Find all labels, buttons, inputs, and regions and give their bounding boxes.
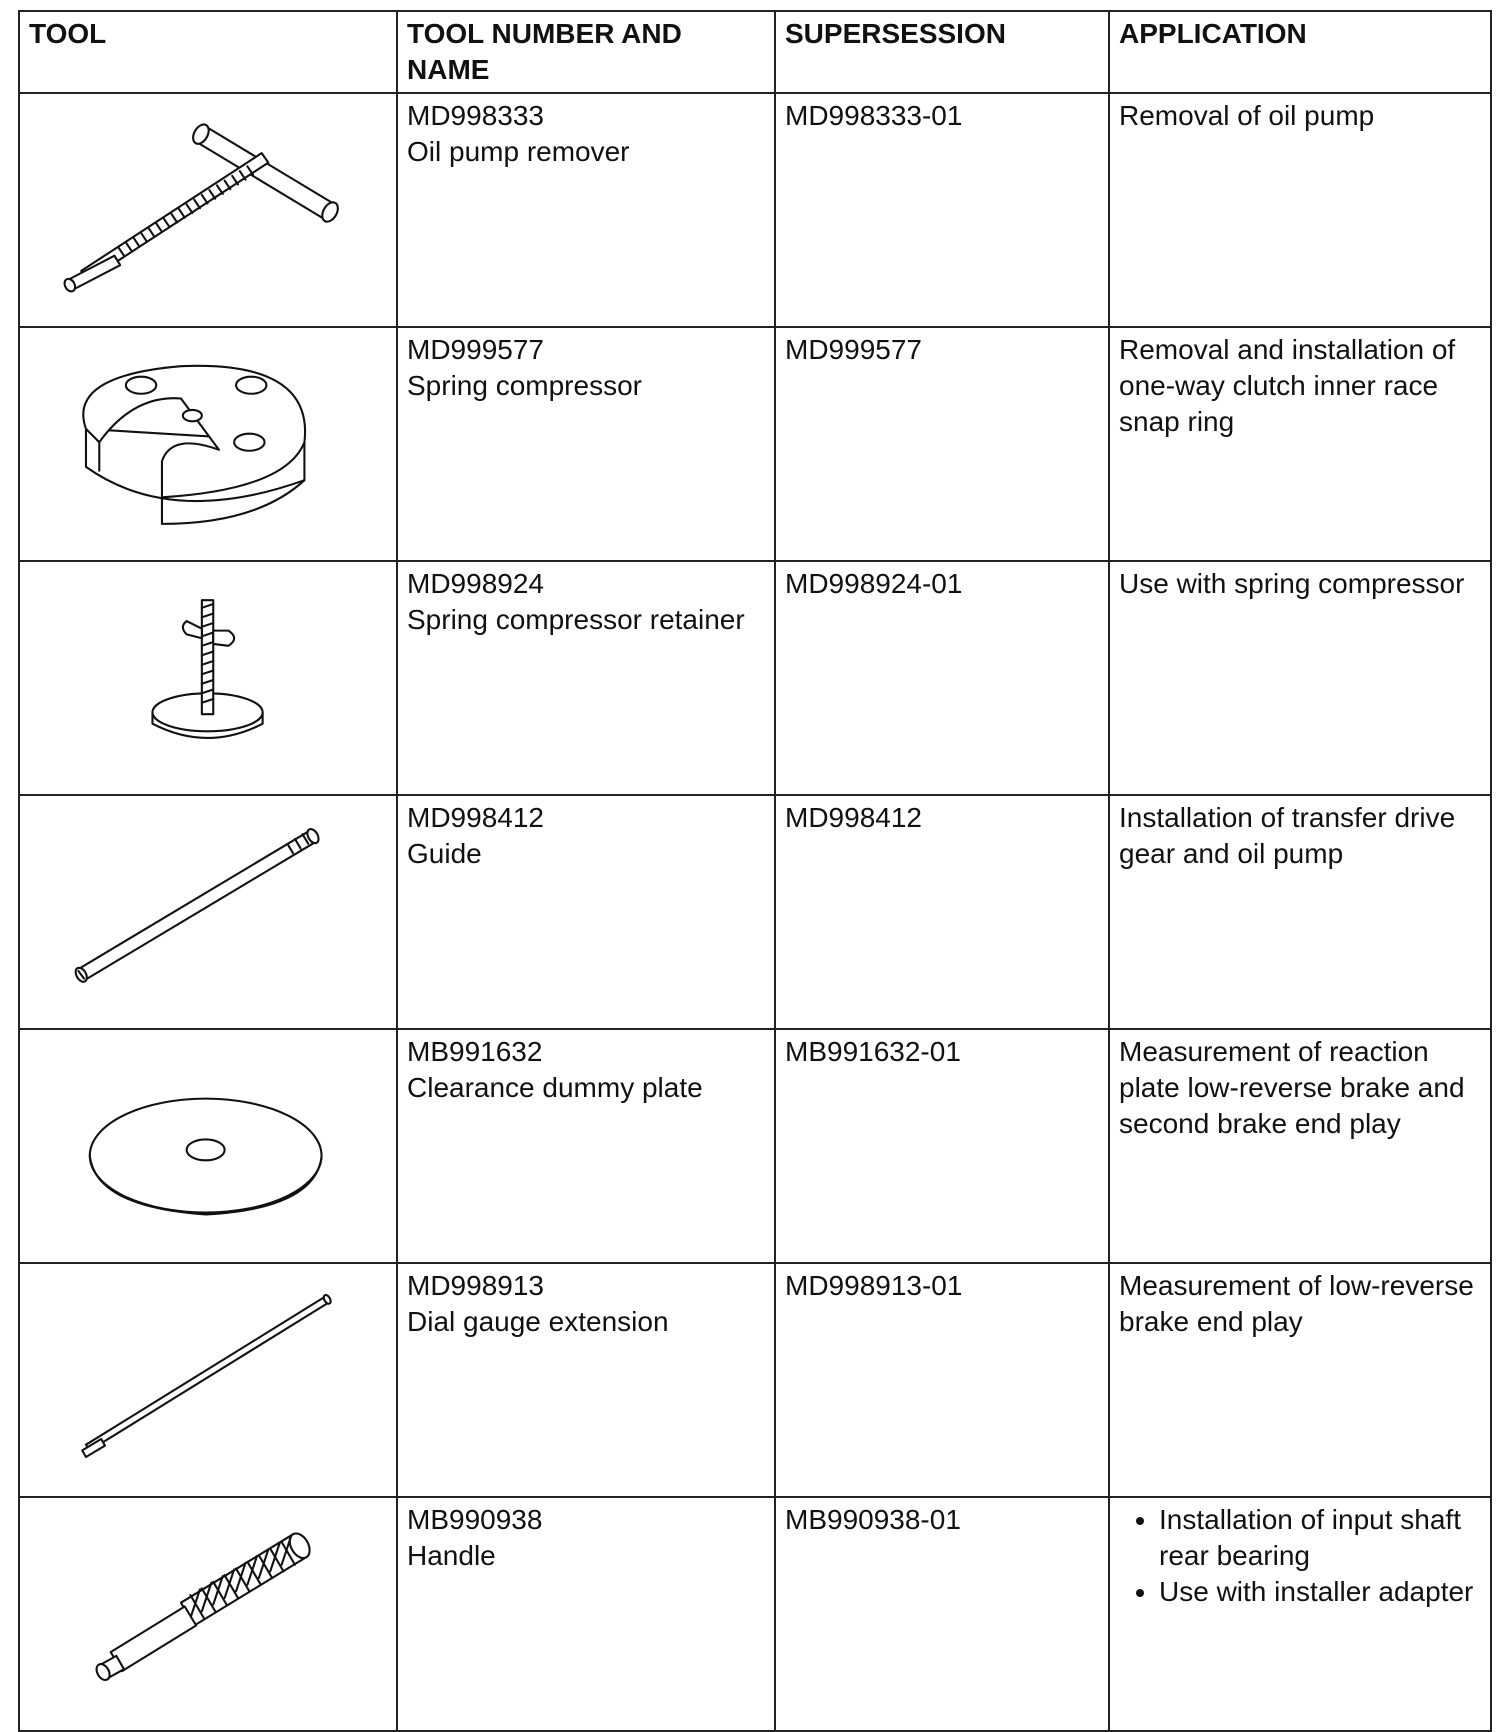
tool-number: MD999577 (407, 334, 544, 365)
tool-image-cell (19, 1029, 397, 1263)
special-tools-table (18, 10, 1492, 1732)
tool-name: Spring compressor retainer (407, 604, 745, 635)
application-cell (1109, 93, 1491, 327)
oil-pump-remover-icon (29, 98, 388, 326)
tool-number: MD998412 (407, 802, 544, 833)
application-cell (1109, 795, 1491, 1029)
tool-number: MD998913 (407, 1270, 544, 1301)
application-cell (1109, 1029, 1491, 1263)
supersession-cell: MB990938-01 (775, 1497, 1109, 1731)
table-row (19, 561, 1491, 795)
tool-number: MB991632 (407, 1036, 543, 1067)
application-cell (1109, 327, 1491, 561)
application-text: Removal of oil pump (1119, 100, 1375, 131)
table-row (19, 327, 1491, 561)
tool-name: Oil pump remover (407, 136, 630, 167)
guide-icon (29, 800, 388, 1028)
spring-compressor-icon (29, 332, 388, 560)
tool-name: Spring compressor (407, 370, 642, 401)
tool-number-name-cell (397, 1263, 775, 1497)
table-row (19, 1029, 1491, 1263)
tool-number-name-cell (397, 1029, 775, 1263)
application-text: Measurement of reaction plate low-reverse brake and second brake end play (1119, 1036, 1465, 1139)
table-row (19, 795, 1491, 1029)
tool-image-cell (19, 1497, 397, 1731)
spring-compressor-retainer-icon (29, 566, 388, 794)
tool-number: MB990938 (407, 1504, 543, 1535)
supersession-cell: MB991632-01 (775, 1029, 1109, 1263)
tool-number: MD998333 (407, 100, 544, 131)
tool-number-name-cell (397, 93, 775, 327)
tool-image-cell (19, 1263, 397, 1497)
supersession-cell: MD998913-01 (775, 1263, 1109, 1497)
clearance-dummy-plate-icon (29, 1034, 388, 1262)
list-item: • Use with installer adapter (1159, 1574, 1482, 1610)
tool-number-name-cell (397, 327, 775, 561)
tool-name: Handle (407, 1540, 496, 1571)
tool-number-name-cell (397, 795, 775, 1029)
table-row (19, 93, 1491, 327)
tool-number-name-cell (397, 1497, 775, 1731)
list-item: • Installation of input shaft rear bearing (1159, 1502, 1482, 1574)
table-row (19, 1497, 1491, 1731)
tool-name: Dial gauge extension (407, 1306, 669, 1337)
tool-name: Guide (407, 838, 482, 869)
tool-name: Clearance dummy plate (407, 1072, 703, 1103)
tool-image-cell (19, 327, 397, 561)
application-list (1119, 1502, 1482, 1610)
table-row (19, 1263, 1491, 1497)
tool-image-cell (19, 561, 397, 795)
header-application: APPLICATION (1109, 11, 1491, 93)
tool-number: MD998924 (407, 568, 544, 599)
application-cell (1109, 1497, 1491, 1731)
supersession-cell: MD998924-01 (775, 561, 1109, 795)
application-text: Removal and installation of one-way clutch inner race snap ring (1119, 334, 1456, 437)
dial-gauge-extension-icon (29, 1268, 388, 1496)
header-supersession: SUPERSESSION (775, 11, 1109, 93)
application-cell (1109, 561, 1491, 795)
supersession-cell: MD999577 (775, 327, 1109, 561)
supersession-cell: MD998412 (775, 795, 1109, 1029)
tool-image-cell (19, 93, 397, 327)
application-text: Installation of transfer drive gear and oil pump (1119, 802, 1456, 869)
supersession-cell: MD998333-01 (775, 93, 1109, 327)
tool-image-cell (19, 795, 397, 1029)
tool-number-name-cell (397, 561, 775, 795)
application-text: Use with spring compressor (1119, 568, 1465, 599)
application-text: Measurement of low-reverse brake end play (1119, 1270, 1474, 1337)
header-tool-number-and-name: TOOL NUMBER AND NAME (397, 11, 775, 93)
header-tool: TOOL (19, 11, 397, 93)
handle-icon (29, 1502, 388, 1730)
header-row (19, 11, 1491, 93)
application-cell (1109, 1263, 1491, 1497)
